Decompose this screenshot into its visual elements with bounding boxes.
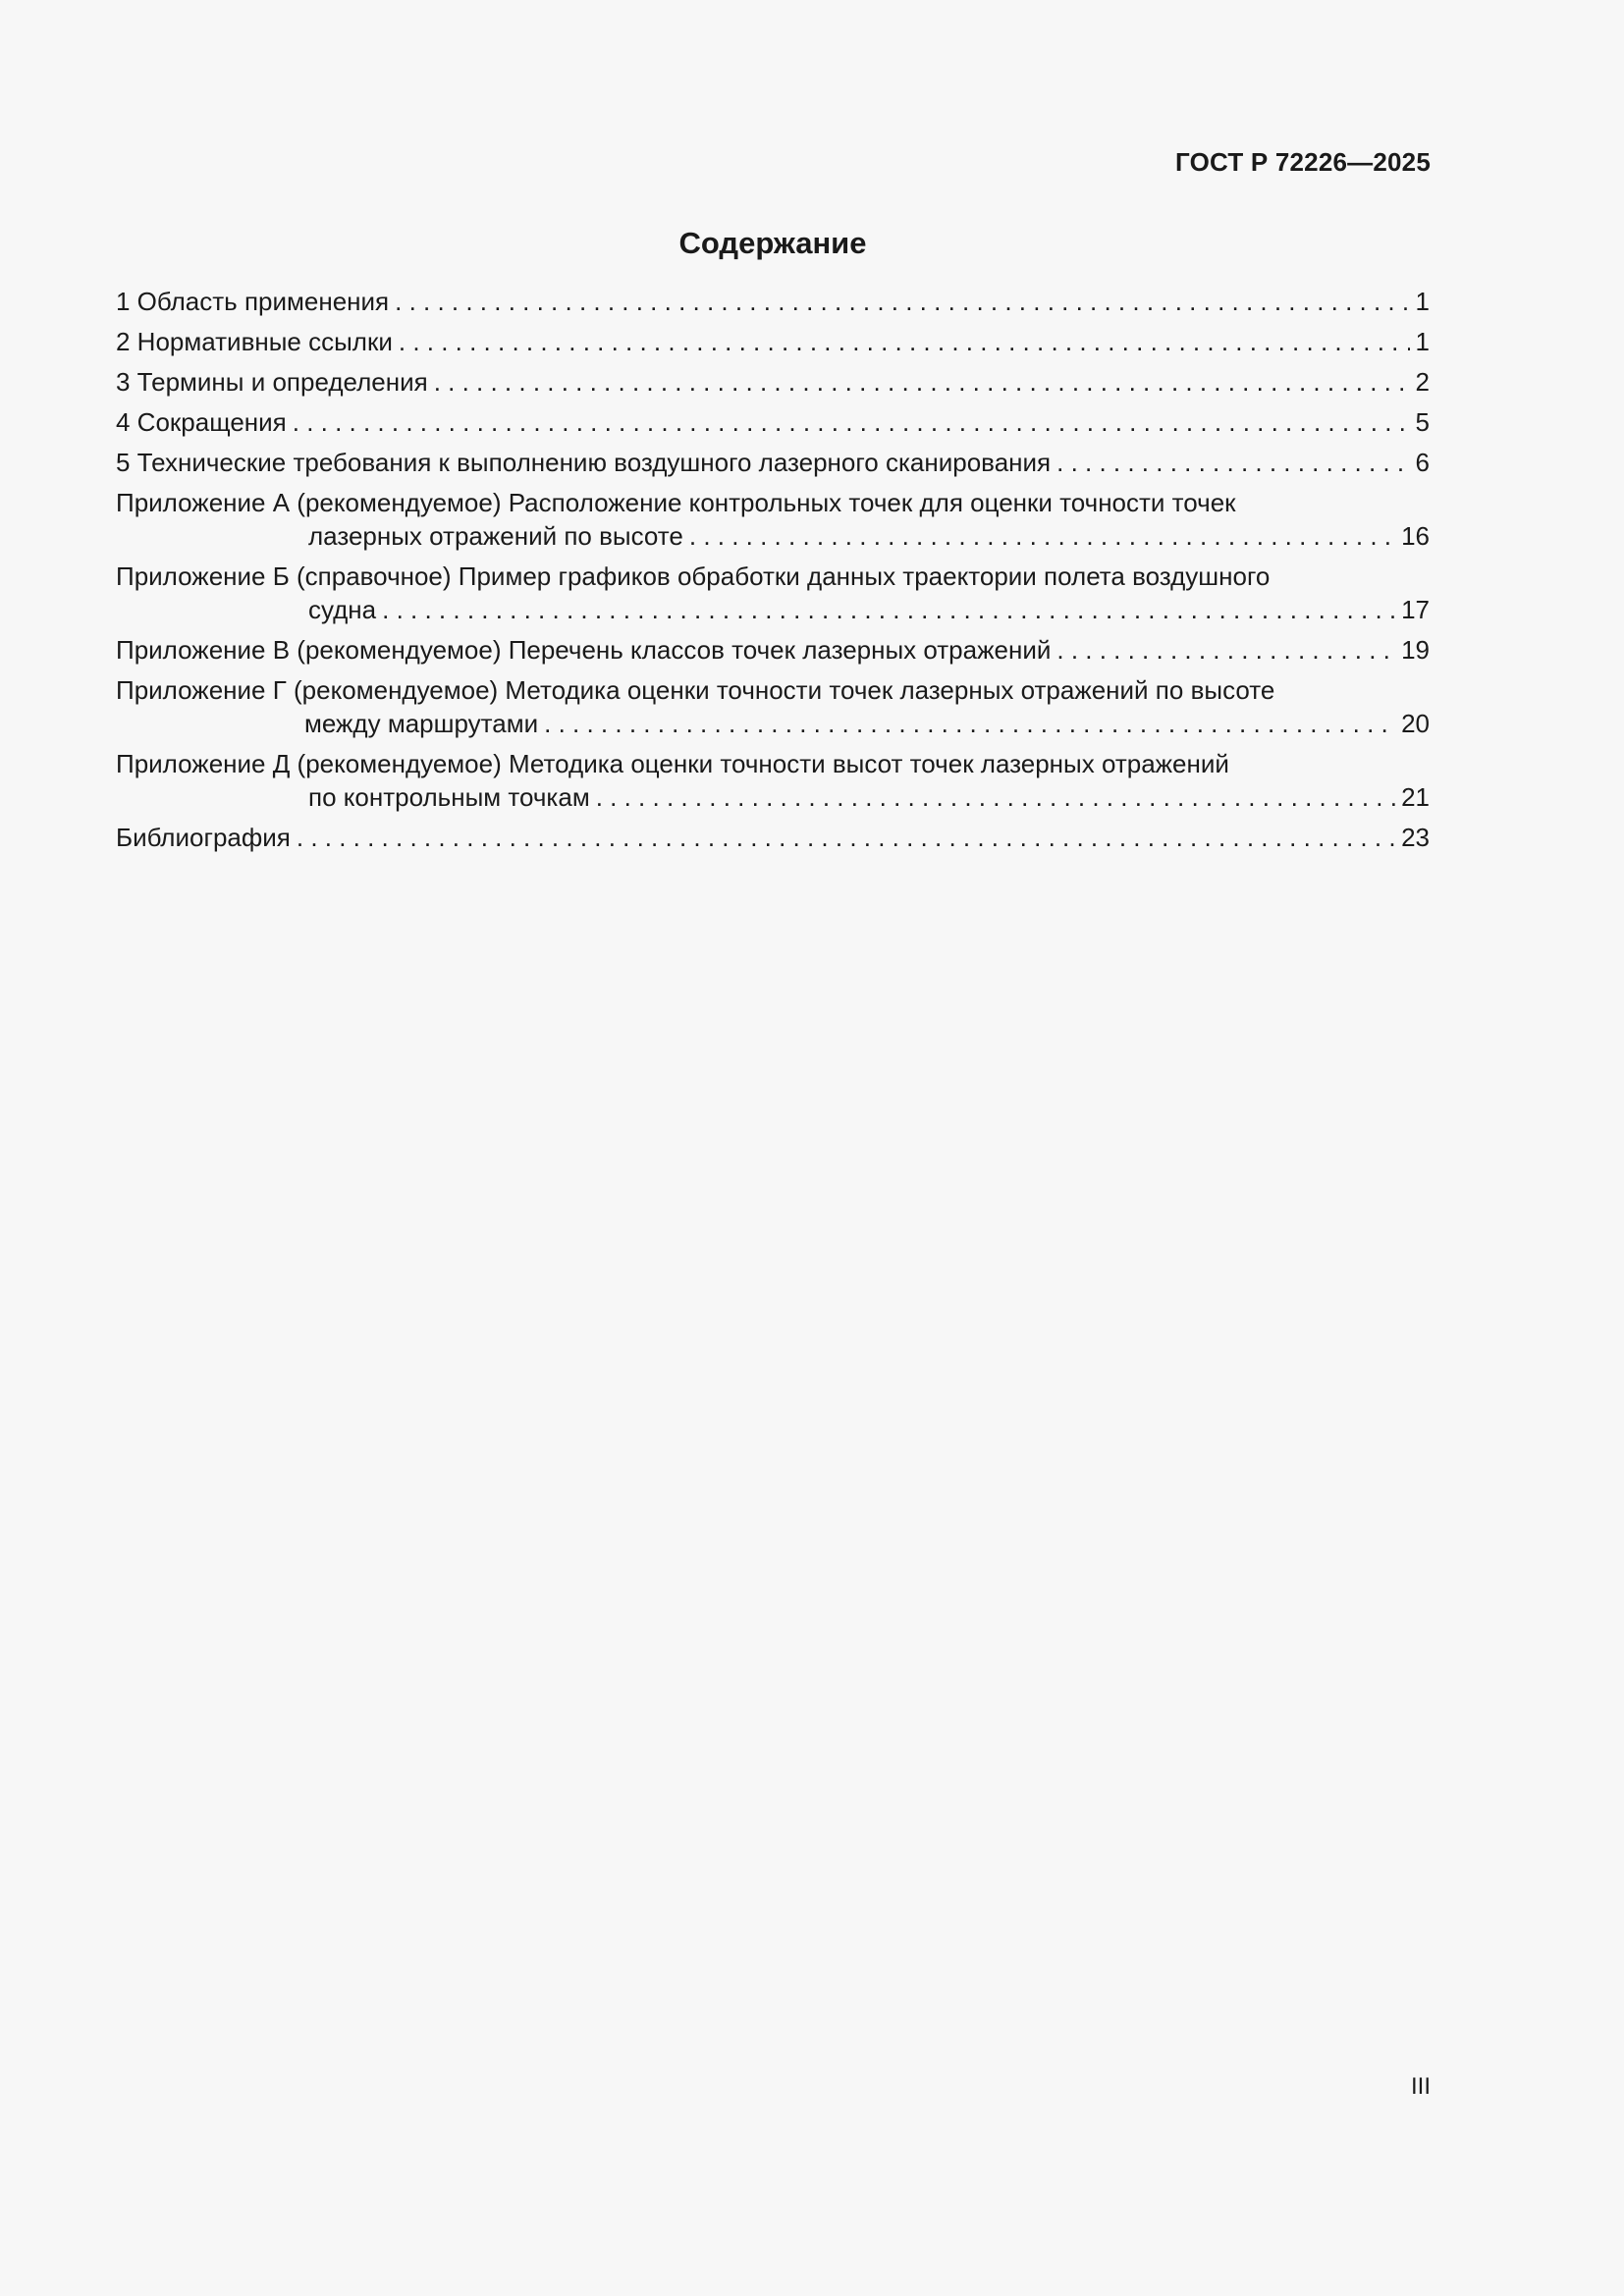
toc-entry-technical-requirements[interactable]	[116, 446, 1430, 479]
toc-entry-text: Приложение В (рекомендуемое) Перечень классов точек лазерных отражений	[116, 635, 1052, 665]
toc-entry-text-continued: лазерных отражений по высоте	[308, 521, 683, 551]
toc-entry-page: 6	[1415, 448, 1430, 477]
toc-entry-page: 1	[1415, 327, 1430, 356]
leader-dots	[1056, 633, 1395, 667]
leader-dots	[395, 285, 1409, 318]
toc-entry-text: 5 Технические требования к выполнению воздушного лазерного сканирования	[116, 448, 1052, 477]
toc-entry-text-continued: по контрольным точкам	[308, 782, 590, 812]
toc-entry-text: 2 Нормативные ссылки	[116, 327, 393, 356]
toc-entry-text: 4 Сокращения	[116, 407, 287, 437]
toc-entry-appendix-a[interactable]	[116, 486, 1430, 553]
leader-dots	[434, 365, 1410, 399]
toc-entry-text-continued: между маршрутами	[304, 709, 539, 738]
toc-entry-terms[interactable]	[116, 365, 1430, 399]
toc-entry-page: 21	[1401, 782, 1430, 812]
toc-entry-page: 23	[1401, 823, 1430, 852]
toc-entry-page: 5	[1415, 407, 1430, 437]
document-code: ГОСТ Р 72226—2025	[1175, 147, 1431, 177]
leader-dots	[689, 519, 1395, 553]
toc-entry-page: 20	[1401, 709, 1430, 738]
toc-entry-page: 17	[1401, 595, 1430, 624]
leader-dots	[297, 821, 1395, 854]
leader-dots	[382, 593, 1395, 626]
toc-entry-text: 1 Область применения	[116, 287, 390, 316]
leader-dots	[293, 405, 1410, 439]
toc-entry-text: Приложение А (рекомендуемое) Расположение контрольных точек для оценки точности точек	[116, 488, 1236, 517]
toc-entry-appendix-b[interactable]	[116, 560, 1430, 626]
toc-entry-text: Приложение Д (рекомендуемое) Методика оценки точности высот точек лазерных отражений	[116, 749, 1229, 778]
toc-entry-text: 3 Термины и определения	[116, 367, 428, 397]
toc-entry-page: 2	[1415, 367, 1430, 397]
toc-entry-appendix-v[interactable]	[116, 633, 1430, 667]
leader-dots	[399, 325, 1410, 358]
leader-dots	[1056, 446, 1409, 479]
page-number: III	[1410, 2073, 1431, 2100]
toc-entry-text: Приложение Г (рекомендуемое) Методика оценки точности точек лазерных отражений по высоте	[116, 675, 1275, 705]
toc-entry-scope[interactable]	[116, 285, 1430, 318]
toc-entry-normative-references[interactable]	[116, 325, 1430, 358]
table-of-contents	[116, 285, 1430, 861]
toc-entry-appendix-g[interactable]	[116, 673, 1430, 740]
toc-entry-page: 1	[1415, 287, 1430, 316]
toc-entry-text: Библиография	[116, 823, 291, 852]
toc-entry-bibliography[interactable]	[116, 821, 1430, 854]
leader-dots	[596, 780, 1395, 814]
toc-entry-text: Приложение Б (справочное) Пример графиков обработки данных траектории полета воздушного	[116, 561, 1271, 591]
toc-entry-appendix-d[interactable]	[116, 747, 1430, 814]
toc-entry-abbreviations[interactable]	[116, 405, 1430, 439]
leader-dots	[544, 707, 1395, 740]
toc-entry-text-continued: судна	[308, 595, 377, 624]
toc-title: Содержание	[678, 226, 867, 260]
toc-entry-page: 16	[1401, 521, 1430, 551]
toc-entry-page: 19	[1401, 635, 1430, 665]
